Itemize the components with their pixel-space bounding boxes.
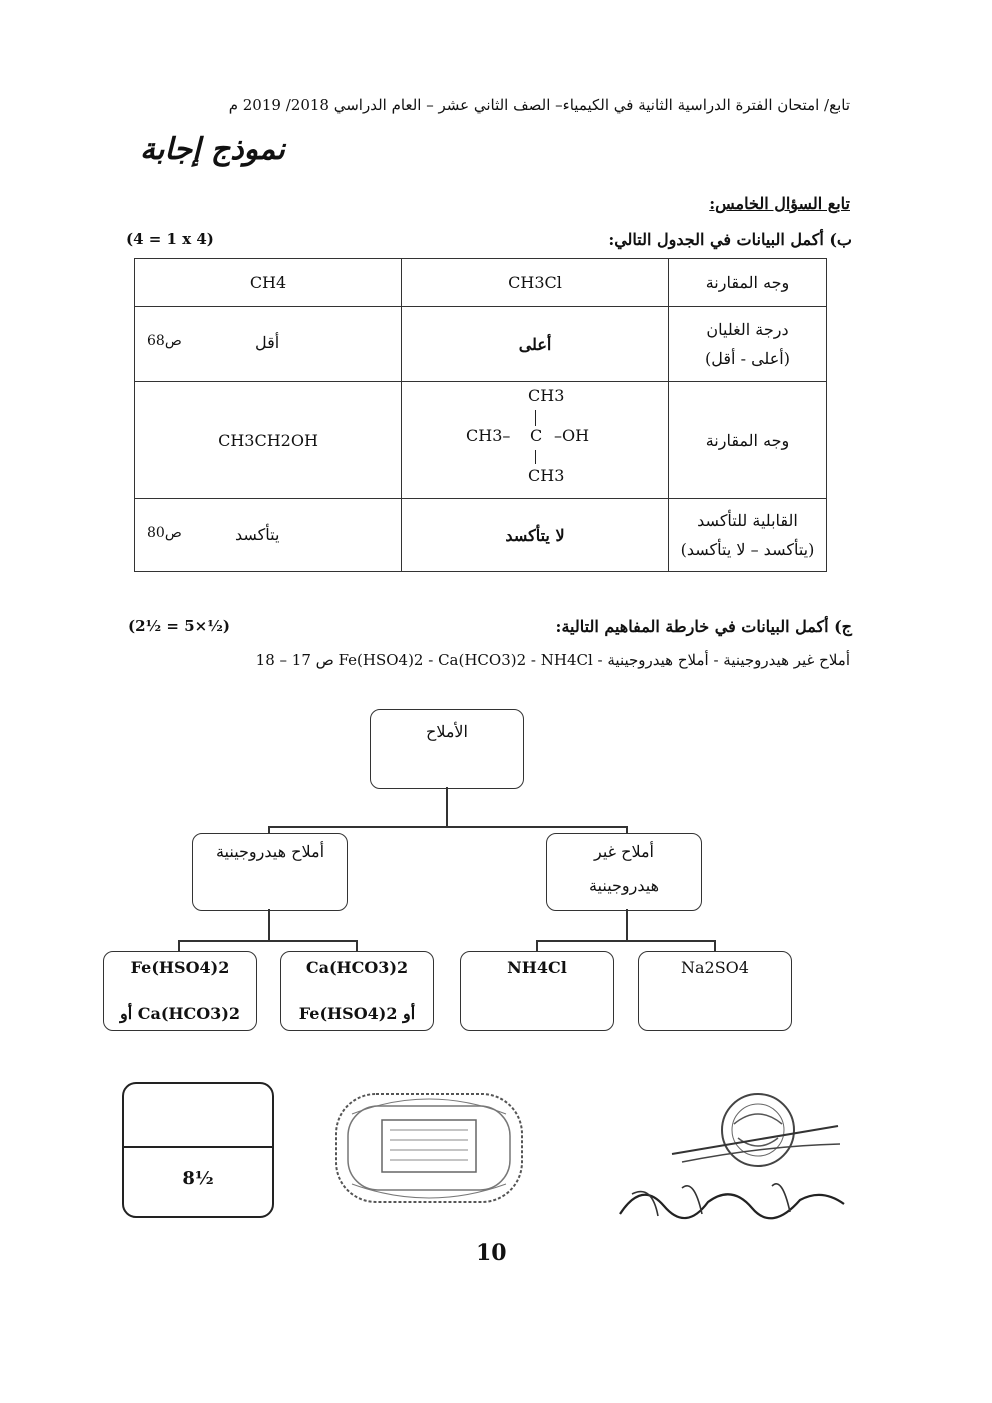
score-divider	[124, 1146, 272, 1148]
connector-left-lower	[268, 909, 270, 941]
row3-label: وجه المقارنة	[669, 382, 827, 499]
row4-answer: يتأكسد	[235, 525, 280, 544]
row4-col1: لا يتأكسد	[402, 499, 669, 572]
root-label: الأملاح	[425, 722, 468, 741]
page-ref: ص80	[147, 525, 182, 541]
part-c-choices: أملاح غير هيدروجينية - أملاح هيدروجينية - Fe(HSO4)2 - Ca(HCO3)2 - NH4Cl ص 17 – 18	[255, 651, 850, 669]
row2-col2	[135, 307, 402, 382]
section-title: تابع السؤال الخامس:	[709, 194, 850, 213]
leaf-box-4	[638, 951, 792, 1031]
row1-label: وجه المقارنة	[669, 259, 827, 307]
part-c-marks: (2½ = 5×½)	[128, 617, 230, 635]
comparison-table	[134, 258, 827, 572]
part-b-title: ب) أكمل البيانات في الجدول التالي:	[608, 230, 852, 249]
bond-line-bottom	[535, 450, 536, 464]
signature-stamp	[612, 1084, 852, 1234]
non-hydrogen-salts-label-2: هيدروجينية	[588, 876, 660, 895]
connector-left-branch	[178, 940, 358, 942]
connector-branch	[268, 826, 628, 828]
exam-header-line: تابع/ امتحان الفترة الدراسية الثانية في الكيمياء– الصف الثاني عشر – العام الدراسي 2018/ 2019 م	[228, 96, 850, 114]
hydrogen-salts-label: أملاح هيدروجينية	[215, 842, 325, 861]
ministry-stamp-emblem	[322, 1084, 536, 1214]
leaf1-top: Fe(HSO4)2	[130, 958, 230, 977]
root-box	[370, 709, 524, 789]
row1-col1: CH3Cl	[402, 259, 669, 307]
page-ref: ص68	[147, 333, 182, 349]
table-row	[135, 307, 827, 382]
connector-right-branch	[536, 940, 716, 942]
score-value: 8½	[182, 1168, 214, 1189]
non-hydrogen-salts-label-1: أملاح غير	[594, 842, 654, 861]
bond-line-top	[535, 410, 536, 426]
table-row	[135, 259, 827, 307]
part-b-marks: (4 = 1 x 4)	[126, 230, 214, 248]
table-row	[135, 382, 827, 499]
leaf1-bottom: Ca(HCO3)2 أو	[119, 1004, 241, 1023]
leaf2-top: Ca(HCO3)2	[305, 958, 409, 977]
formula-top-group: CH3	[528, 386, 565, 405]
part-c-title: ج) أكمل البيانات في خارطة المفاهيم التالية:	[555, 617, 852, 636]
row2-label	[669, 307, 827, 382]
leaf3-label: NH4Cl	[507, 958, 567, 977]
formula-left-group: CH3–	[466, 426, 511, 445]
hydrogen-salts-box	[192, 833, 348, 911]
formula-right-group: –OH	[554, 426, 590, 445]
row1-col2: CH4	[135, 259, 402, 307]
leaf-box-3	[460, 951, 614, 1031]
row2-answer: أقل	[255, 333, 280, 352]
row4-col2	[135, 499, 402, 572]
non-hydrogen-salts-box	[546, 833, 702, 911]
leaf-box-1	[103, 951, 257, 1031]
row4-label-sub: (يتأكسد – لا يتأكسد)	[680, 540, 815, 559]
row2-label-main: درجة الغليان	[706, 320, 789, 339]
leaf-box-2	[280, 951, 434, 1031]
row4-label-main: القابلية للتأكسد	[697, 511, 798, 530]
page-number: 10	[476, 1240, 507, 1266]
leaf2-bottom: أو Fe(HSO4)2	[298, 1004, 416, 1023]
model-answer-title: نموذج إجابة	[140, 132, 285, 167]
formula-center-atom: C	[530, 426, 543, 445]
formula-bottom-group: CH3	[528, 466, 565, 485]
row2-label-sub: (أعلى - أقل)	[705, 349, 790, 368]
score-box	[122, 1082, 274, 1218]
table-row	[135, 499, 827, 572]
structural-formula	[402, 382, 668, 498]
row3-col1	[402, 382, 669, 499]
row2-col1: أعلى	[402, 307, 669, 382]
connector-right-lower	[626, 909, 628, 941]
connector-root	[446, 787, 448, 827]
leaf4-label: Na2SO4	[681, 958, 749, 977]
row3-col2: CH3CH2OH	[135, 382, 402, 499]
row4-label	[669, 499, 827, 572]
